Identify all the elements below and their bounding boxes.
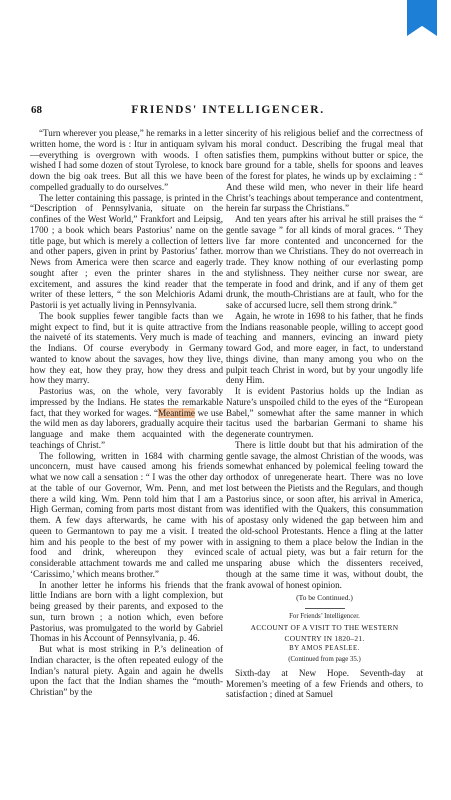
paragraph: Again, he wrote in 1698 to his father, that he finds the Indians reasonable people, willing to accept good teaching and manners, evincing an inward piety toward God, and more eager, in fact, to understand things divine, than many among you who on the pulpit teach Christ in word, but by your ungodly life deny Him.	[226, 310, 423, 386]
paragraph: And ten years after his arrival he still praises the “ gentle savage ” for all kinds of moral graces. “ They live far more contented and unconcerned for the morrow than we Christians. They do not overreach in trade. They know nothing of our everlasting pomp and stylishness. They neither curse nor swear, are temperate in food and drink, and if any of them get drunk, the mouth-Christians are at fault, who for the sake of accursed lucre, sell them strong drink.”	[226, 214, 423, 310]
page-header	[27, 104, 429, 120]
article-title-line-1: ACCOUNT OF A VISIT TO THE WESTERN	[250, 622, 399, 632]
paragraph: But what is most striking in P.’s delineation of Indian character, is the often repeated eulogy of the Indian’s natural piety. Again and again he dwells upon the fact that the Indian shames the “mouth-Christian” by the	[30, 644, 223, 697]
article-title-line-2: COUNTRY IN 1820–21.	[284, 633, 365, 643]
left-column	[30, 128, 223, 698]
for-line: For Friends’ Intelligencer.	[289, 613, 360, 620]
divider	[305, 608, 345, 609]
right-column	[226, 128, 423, 700]
paragraph: Sixth-day at New Hope. Seventh-day at Moremen’s meeting of a few Friends and others, to satisfaction ; dined at Samuel	[226, 667, 423, 700]
continued-note: (To be Continued.)	[296, 593, 353, 603]
page-number: 68	[31, 104, 42, 116]
paragraph: “Turn wherever you please,” he remarks in a letter written home, the word is : Itur in antiquam sylvam—everything is overgrown with woods. I often wished I had some dozen of stout Tyrolese, to knock down the big oak trees. But all this we have been compelled gradually to do ourselves.”	[30, 128, 223, 192]
bookmark-icon[interactable]	[407, 0, 437, 36]
text-span: we use the wild men as day laborers, gradually acquire their language and make them acquainted with the teachings of Christ.”	[30, 407, 223, 450]
paragraph: sincerity of his religious belief and the correctness of his moral conduct. Describing the frugal meal that satisfies them, pumpkins without butter or spice, the bare ground for a table, shells for spoons and leaves of the forest for plates, he winds up by exclaiming : “ And these wild men, who never in their life heard Christ’s teachings about temperance and contentment, herein far surpass the Christians.”	[226, 128, 423, 214]
highlighted-word[interactable]: Meantime	[158, 407, 195, 418]
paragraph: The letter containing this passage, is printed in the “Description of Pennsylvania, situate on the confines of the West World,” Frankfort and Leipsig, 1700 ; a book which bears Pastorius’ name on the title page, but which is merely a collection of letters and other papers, given in print by Pastorius’ father. News from America were then scarce and eagerly sought after ; even the printer shares in the excitement, and assures the kind reader that the writer of these letters, “ the son Melchioris Adami Pastorii is yet actually living in Pennsylvania.	[30, 192, 223, 310]
running-title: FRIENDS' INTELLIGENCER.	[131, 104, 325, 116]
paragraph: In another letter he informs his friends that the little Indians are born with a light complexion, but being greased by their parents, and exposed to the sun, turn brown ; a notion which, even before Pastorius, was promulgated to the world by Gabriel Thomas in his Account of Pennsylvania, p. 46.	[30, 579, 223, 644]
article-author: BY AMOS PEASLEE.	[289, 645, 360, 653]
paragraph: It is evident Pastorius holds up the Indian as Nature’s unspoiled child to the eyes of the “European Babel,” somewhat after the same manner in which tacitus used the barbarian Germani to shame his degenerate countrymen.	[226, 386, 423, 439]
paragraph	[30, 386, 223, 451]
text-span: Pastorius was, on the whole, very favorably impressed by the Indians. He states the remarkable fact, that they worked for wages. “	[30, 386, 223, 418]
paragraph: There is little doubt but that his admiration of the gentle savage, the almost Christian of the woods, was somewhat enhanced by polemical feeling toward the orthodox of unregenerate heart. There was no love lost between the Pietists and the Regulars, and though Pastorius since, or soon after, his arrival in America, was identified with the Quakers, this consummation of apostasy only widened the gap between him and the old-school Protestants. Hence a fling at the latter in assigning to them a place below the Indian in the scale of actual piety, was but a fair return for the unsparing abuse which the dissenters received, though at the same time it was, without doubt, the frank avowal of honest opinion.	[226, 439, 423, 590]
continued-from-note: (Continued from page 35.)	[288, 656, 361, 663]
paragraph: The book supplies fewer tangible facts than we might expect to find, but it is quite attractive from the naiveté of its statements. Very much is made of the Indians. Of course everybody in Germany wanted to know about the savages, how they live, how they eat, how they pray, how they dress and how they marry.	[30, 310, 223, 386]
paragraph: The following, written in 1684 with charming unconcern, must have caused among his friends what we now call a sensation : “ I was the other day at the table of our Governor, Wm. Penn, and met there a wild king. Wm. Penn told him that I am a High German, coming from parts most distant from them. A few days afterwards, he came with his queen to Germantown to pay me a visit. I treated him and his people to the best of my power with food and drink, whereupon they evinced considerable attachment towards me and called me ‘Carissimo,’ which means brother.”	[30, 450, 223, 579]
